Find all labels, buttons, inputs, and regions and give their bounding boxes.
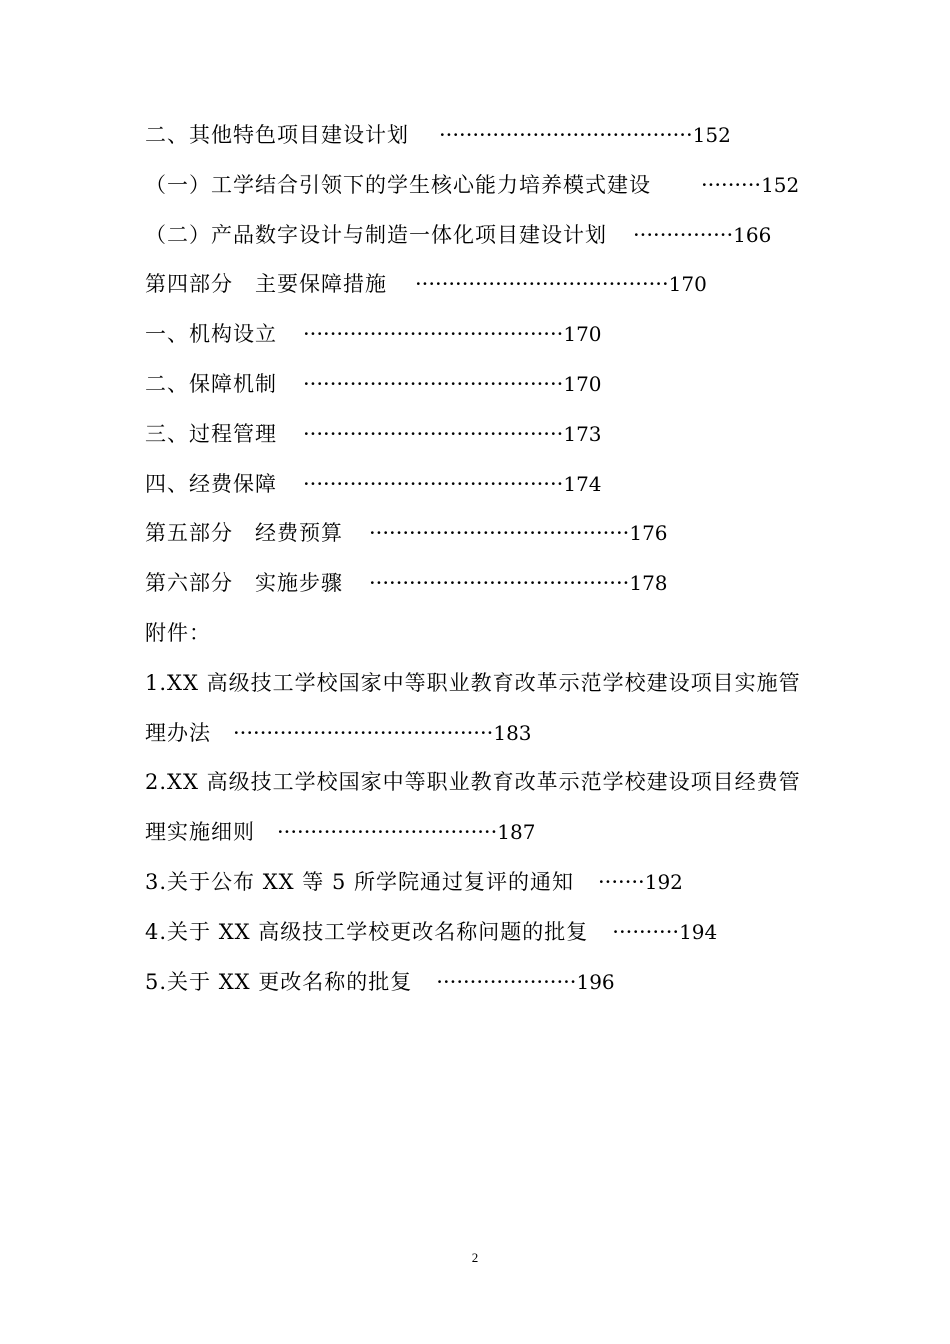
page-number: 2 [471,1250,479,1265]
toc-entry[interactable] [145,313,805,363]
toc-entry[interactable] [145,114,805,164]
toc-entry-page: 152 [761,172,800,197]
toc-entry-title: 三、过程管理 [145,421,277,446]
toc-entry-title: 第五部分 经费预算 [145,521,343,546]
toc-entry[interactable] [145,961,805,1011]
toc-entry-leader: ········· [701,172,762,197]
toc-entry-leader: ······································ [415,272,669,297]
toc-entry[interactable] [145,363,805,413]
toc-entry-leader: ······································· [303,322,564,347]
toc-entry-page: 178 [629,571,668,596]
toc-entry-leader: ······································· [369,521,630,546]
toc-entry-title: 一、机构设立 [145,322,277,347]
toc-entry-title: 理实施细则 [145,820,255,845]
toc-entry[interactable] [145,861,805,911]
toc-entry[interactable] [145,164,805,214]
toc-entry[interactable] [145,214,805,264]
toc-entry-page: 166 [733,222,772,247]
toc-entry-leader: ······································· [303,471,564,496]
toc-entry-leader: ····················· [436,969,577,994]
toc-entry-page: 170 [563,371,602,396]
toc-entry-title: 5.关于 XX 更改名称的批复 [145,969,413,994]
toc-entry-page: 183 [493,720,532,745]
toc-entry-leader: ······································· [303,421,564,446]
toc-entry[interactable] [145,712,805,762]
toc-entry-leader: ······· [598,869,645,894]
toc-entry[interactable] [145,413,805,463]
toc-entry[interactable] [145,562,805,612]
toc-entry-title: （一）工学结合引领下的学生核心能力培养模式建设 [145,172,651,197]
toc-entry[interactable] [145,612,805,662]
toc-entry-leader: ··············· [633,222,734,247]
toc-entry-title: 3.关于公布 XX 等 5 所学院通过复评的通知 [145,869,574,894]
toc-entry[interactable] [145,512,805,562]
toc-entry[interactable] [145,463,805,513]
toc-entry-title: 二、其他特色项目建设计划 [145,123,409,147]
toc-entry[interactable] [145,263,805,313]
toc-entry-title: 1.XX 高级技工学校国家中等职业教育改革示范学校建设项目实施管 [145,670,801,695]
toc-entry-leader: ······································· [303,371,564,396]
toc-entry-page: 187 [497,820,536,845]
toc-entry-title: 二、保障机制 [145,371,277,396]
toc-entry-page: 170 [668,272,707,297]
toc-entry[interactable] [145,911,805,961]
toc-entry[interactable] [145,761,805,811]
toc-entry-page: 174 [563,471,602,496]
toc-entry-page: 152 [692,123,731,147]
toc-entry-page: 192 [644,869,683,894]
toc-entry-leader: ······································· [233,720,494,745]
toc-entry-title: 4.关于 XX 高级技工学校更改名称问题的批复 [145,919,589,944]
toc-entry-leader: ································· [277,820,498,845]
toc-entry-leader: ······································ [439,123,693,147]
toc-entry-page: 176 [629,521,668,546]
toc-entry-page: 173 [563,421,602,446]
toc-entry-title: 2.XX 高级技工学校国家中等职业教育改革示范学校建设项目经费管 [145,770,801,795]
table-of-contents [145,114,805,1010]
toc-entry-title: 四、经费保障 [145,471,277,496]
toc-entry-title: 理办法 [145,720,211,745]
toc-entry-title: 第四部分 主要保障措施 [145,272,387,297]
toc-entry-title: （二）产品数字设计与制造一体化项目建设计划 [145,222,607,247]
toc-entry-leader: ······································· [369,571,630,596]
toc-entry-page: 170 [563,322,602,347]
toc-entry[interactable] [145,662,805,712]
toc-entry-page: 194 [679,919,718,944]
toc-entry[interactable] [145,811,805,861]
toc-entry-leader: ·········· [612,919,680,944]
toc-entry-title: 附件： [145,620,211,645]
toc-entry-page: 196 [576,969,615,994]
toc-entry-title: 第六部分 实施步骤 [145,571,343,596]
